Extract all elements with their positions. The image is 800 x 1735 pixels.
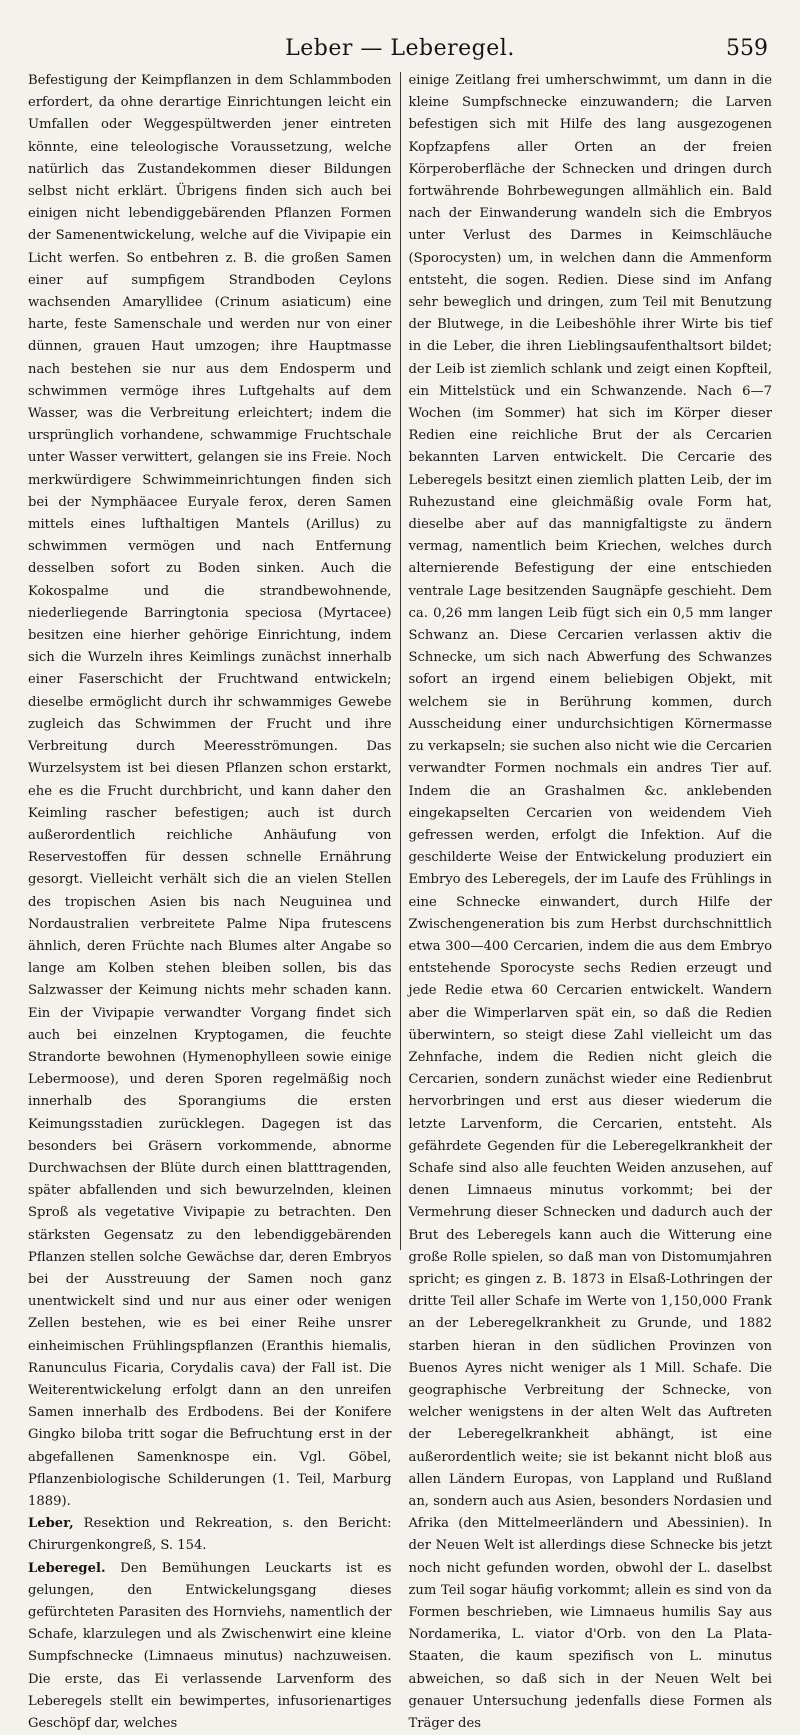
paragraph-viviparie: Befestigung der Keimpflanzen in dem Schlammboden erfordert, da ohne derartige Einrichtungen leicht ein Umfallen oder Weggespültwerden jener eintreten könnte, eine teleologische Voraussetzung, welche natürlich das Zustandekommen dieser Bildungen selbst nicht erklärt. Übrigens finden sich auch bei einigen nicht lebendiggebärenden Pflanzen Formen der Samenentwickelung, welche auf die Vivipарie ein Licht werfen. So entbehren z. B. die großen Samen einer auf sumpfigem Strandboden Ceylons wachsenden Amaryllidee (Crinum asiaticum) eine harte, feste Samenschale und werden nur von einer dünnen, grauen Haut umzogen; ihre Hauptmasse nach bestehen sie nur aus dem Endosperm und schwimmen vermöge ihres Luftgehalts auf dem Wasser, was die Verbreitung erleichtert; indem die ursprünglich vorhandene, schwammige Fruchtschale unter Wasser verwittert, gelangen sie ins Freie. Noch merkwürdigere Schwimmeinrichtungen finden sich bei der Nymphäacee Euryale ferox, deren Samen mittels eines lufthaltigen Mantels (Arillus) zu schwimmen vermögen und nach Entfernung desselben sofort zu Boden sinken. Auch die Kokospalme und die strandbewohnende, niederliegende Barringtonia speciosa (Myrtacee) besitzen eine hierher gehörige Einrichtung, indem sich die Wurzeln ihres Keimlings zunächst innerhalb einer Faserschicht der Fruchtwand entwickeln; dieselbe ermöglicht durch ihr schwammiges Gewebe zugleich das Schwimmen der Frucht und ihre Verbreitung durch Meeresströmungen. Das Wurzelsystem ist bei diesen Pflanzen schon erstarkt, ehe es die Frucht durchbricht, und kann daher den Keimling rascher befestigen; auch ist durch außerordentlich reichliche Anhäufung von Reservestoffen für dessen schnelle Ernährung gesorgt. Vielleicht verhält sich die an vielen Stellen des tropischen Asien bis nach Neuguinea und Nordaustralien verbreitete Palme Nipa frutescens ähnlich, deren Früchte nach Blumes alter Angabe so lange am Kolben stehen bleiben sollen, bis das Salzwasser der Keimung nichts mehr schaden kann. Ein der Vivipарie verwandter Vorgang findet sich auch bei einzelnen Kryptogamen, die feuchte Strandorte bewohnen (Hymenophylleen sowie einige Lebermoose), und deren Sporen regelmäßig noch innerhalb des Sporangiums die ersten Keimungsstadien zurücklegen. Dagegen ist das besonders bei Gräsern vorkommende, abnorme Durchwachsen der Blüte durch einen blatttragenden, später abfallenden und sich bewurzelnden, kleinen Sproß als vegetative Vivipарie zu betrachten. Den stärksten Gegensatz zu den lebendiggebärenden Pflanzen stellen solche Gewächse dar, deren Embryos bei der Ausstreuung der Samen noch ganz unentwickelt sind und nur aus einer oder wenigen Zellen bestehen, wie es bei einer Reihe unsrer einheimischen Frühlingspflanzen (Eranthis hiemalis, Ranunculus Ficaria, Corydalis cava) der Fall ist. Die Weiterentwickelung erfolgt dann an den unreifen Samen innerhalb des Erdbodens. Bei der Konifere Gingko biloba tritt sogar die Befruchtung erst in der abgefallenen Samenknospe ein. Vgl. Göbel, Pflanzenbiologische Schilderungen (1. Teil, Marburg 1889).	[28, 73, 392, 1509]
headword-leber: Leber,	[28, 1516, 74, 1532]
entry-leberegel	[28, 1558, 392, 1735]
entry-leber-text: Resektion und Rekreation, s. den Bericht: Chirurgenkongreß, S. 154.	[28, 1516, 392, 1554]
paragraph-leberegel-continued: einige Zeitlang frei umherschwimmt, um dann in die kleine Sumpfschnecke einzuwandern; die Larven befestigen sich mit Hilfe des lang ausgezogenen Kopfzapfens aller Orten an der freien Körperoberfläche der Schnecken und dringen durch fortwährende Bohrbewegungen allmählich ein. Bald nach der Einwanderung wandeln sich die Embryos unter Verlust des Darmes in Keimschläuche (Sporocysten) um, in welchen dann die Ammenform entsteht, die sogen. Redien. Diese sind im Anfang sehr beweglich und dringen, zum Teil mit Benutzung der Blutwege, in die Leibeshöhle ihrer Wirte bis tief in die Leber, die ihren Lieblingsaufenthaltsort bildet; der Leib ist ziemlich schlank und zeigt einen Kopfteil, ein Mittelstück und ein Schwanzende. Nach 6—7 Wochen (im Sommer) hat sich im Körper dieser Redien eine reichliche Brut der als Cercarien bekannten Larven entwickelt. Die Cercarie des Leberegels besitzt einen ziemlich platten Leib, der im Ruhezustand eine gleichmäßig ovale Form hat, dieselbe aber auf das mannigfaltigste zu ändern vermag, namentlich beim Kriechen, welches durch alternierende Befestigung der eine entschieden ventrale Lage besitzenden Saugnäpfe geschieht. Dem ca. 0,26 mm langen Leib fügt sich ein 0,5 mm langer Schwanz an. Diese Cercarien verlassen aktiv die Schnecke, um sich nach Abwerfung des Schwanzes sofort an irgend einem beliebigen Objekt, mit welchem sie in Berührung kommen, durch Ausscheidung einer undurchsichtigen Körnermasse zu verkapseln; sie suchen also nicht wie die Cercarien verwandter Formen nochmals ein andres Tier auf. Indem die an Grashalmen &c. anklebenden eingekapselten Cercarien von weidendem Vieh gefressen werden, erfolgt die Infektion. Auf die geschilderte Weise der Entwickelung produziert ein Embryo des Leberegels, der im Laufe des Frühlings in eine Schnecke einwandert, durch Hilfe der Zwischengeneration bis zum Herbst durchschnittlich etwa 300—400 Cercarien, indem die aus dem Embryo entstehende Sporocyste sechs Redien erzeugt und jede Redie etwa 60 Cercarien entwickelt. Wandern aber die Wimperlarven spät ein, so daß die Redien überwintern, so steigt diese Zahl vielleicht um das Zehnfache, indem die Redien nicht gleich die Cercarien, sondern zunächst wieder eine Redienbrut hervorbringen und erst aus dieser wiederum die letzte Larvenform, die Cercarien, entsteht. Als gefährdete Gegenden für die Leberegelkrankheit der Schafe sind also alle feuchten Weiden anzusehen, auf denen Limnaeus minutus vorkommt; bei der Vermehrung dieser Schnecken und dadurch auch der Brut des Leberegels kann auch die Witterung eine große Rolle spielen, so daß man von Distomumjahren spricht; es gingen z. B. 1873 in Elsaß-Lothringen der dritte Teil aller Schafe im Werte von 1,150,000 Frank an der Leberegelkrankheit zu Grunde, und 1882 starben hieran in den südlichen Provinzen von Buenos Ayres nicht weniger als 1 Mill. Schafe. Die geographische Verbreitung der Schnecke, von welcher wenigstens in der alten Welt das Auftreten der Leberegelkrankheit abhängt, ist eine außerordentlich weite; sie ist bekannt nicht bloß aus allen Ländern Europas, von Lappland und Rußland an, sondern auch aus Asien, besonders Nordasien und Afrika (den Mittelmeerländern und Abessinien). In der Neuen Welt ist allerdings diese Schnecke bis jetzt noch nicht gefunden worden, obwohl der L. daselbst zum Teil sogar häufig vorkommt; allein es sind von da Formen beschrieben, wie Limnaeus humilis Say aus Nordamerika, L. viator d'Orb. von den La Plata-Staaten, die kaum spezifisch von L. minutus abweichen, so daß sich in der Neuen Welt bei genauer Untersuchung jedenfalls diese Formen als Träger des	[408, 73, 772, 1732]
entry-leber	[28, 1513, 392, 1557]
headword-leberegel: Leberegel.	[28, 1560, 106, 1576]
running-head: Leber — Leberegel.	[285, 36, 515, 61]
right-column	[401, 70, 773, 1732]
page-header	[28, 36, 772, 66]
left-column	[28, 70, 400, 1732]
entry-leberegel-text: Den Bemühungen Leuckarts ist es gelungen, den Entwickelungsgang dieses gefürchteten Parasiten des Hornviehs, namentlich der Schafe, klarzulegen und als Zwischenwirt eine kleine Sumpfschnecke (Limnaeus minutus) nachzuweisen. Die erste, das Ei verlassende Larvenform des Leberegels stellt ein bewimpertes, infusorienartiges Geschöpf dar, welches	[28, 1560, 392, 1732]
page-number: 559	[726, 36, 768, 61]
text-columns	[28, 70, 772, 1732]
